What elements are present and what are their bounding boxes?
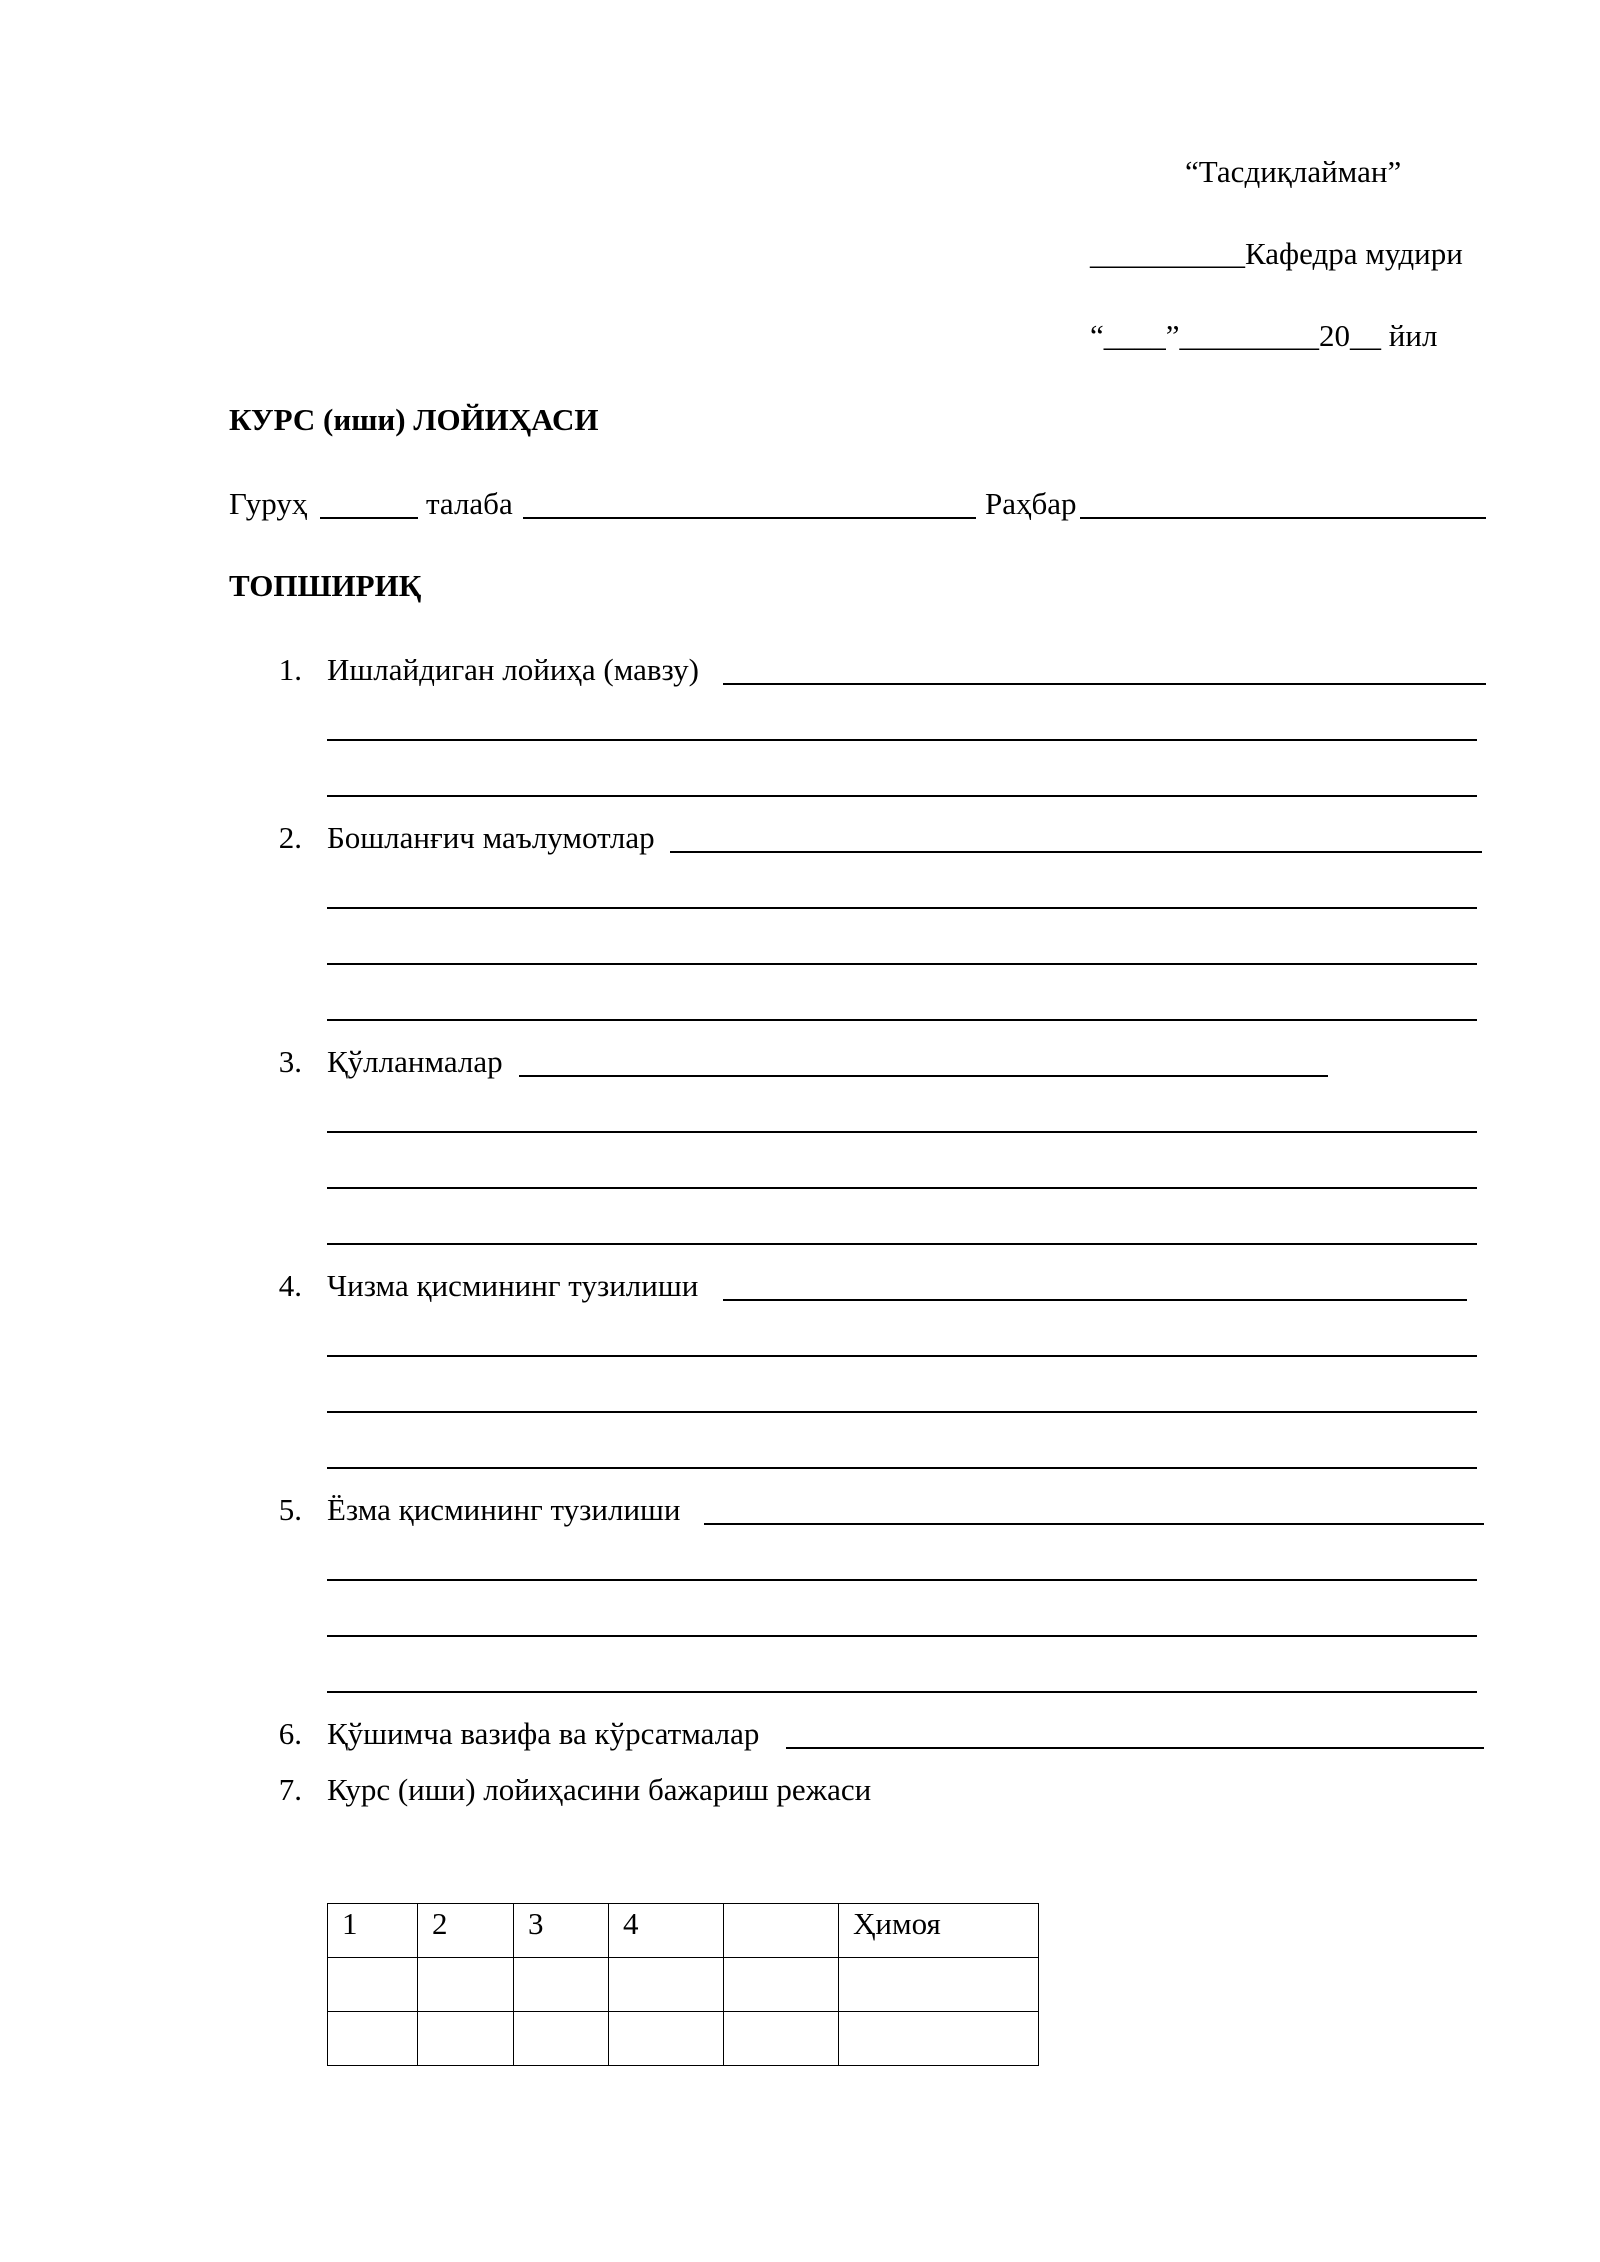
item-5-line-4[interactable] (327, 1691, 1477, 1693)
plan-table-cell[interactable] (724, 1958, 839, 2012)
plan-table-header-cell: 1 (328, 1904, 418, 1958)
signature-blank: __________ (1090, 236, 1245, 271)
student-label: талаба (426, 486, 513, 521)
item-5-line-2[interactable] (327, 1579, 1477, 1581)
item-4-label: Чизма қисмининг тузилиши (327, 1268, 699, 1303)
plan-table-cell[interactable] (839, 1958, 1039, 2012)
item-4-field[interactable] (723, 1299, 1467, 1301)
plan-table-cell[interactable] (839, 2012, 1039, 2066)
date-year-suffix: йил (1381, 318, 1438, 353)
item-2-label: Бошланғич маълумотлар (327, 820, 655, 855)
plan-table-cell[interactable] (418, 1958, 514, 2012)
department-head-label: Кафедра мудири (1245, 236, 1463, 271)
item-5-label: Ёзма қисмининг тузилиши (327, 1492, 681, 1527)
item-3-line-3[interactable] (327, 1187, 1477, 1189)
plan-table (327, 1903, 1039, 2066)
plan-table-cell[interactable] (514, 2012, 609, 2066)
item-2-line-2[interactable] (327, 907, 1477, 909)
plan-table-cell[interactable] (724, 2012, 839, 2066)
item-3-number: 3. (278, 1044, 302, 1079)
student-field[interactable] (523, 517, 976, 519)
plan-table-cell[interactable] (514, 1958, 609, 2012)
item-6-label: Қўшимча вазифа ва кўрсатмалар (327, 1716, 760, 1751)
project-title: КУРС (иши) ЛОЙИҲАСИ (229, 402, 599, 437)
group-field[interactable] (320, 517, 418, 519)
department-head-line (1090, 234, 1463, 274)
item-5-number: 5. (278, 1492, 302, 1527)
item-3-line-4[interactable] (327, 1243, 1477, 1245)
plan-table-header-cell (724, 1904, 839, 1958)
plan-table-header-cell: 3 (514, 1904, 609, 1958)
supervisor-field[interactable] (1080, 517, 1486, 519)
plan-table-header-cell: 2 (418, 1904, 514, 1958)
item-4-line-3[interactable] (327, 1411, 1477, 1413)
supervisor-label: Раҳбар (985, 486, 1077, 521)
item-2-line-4[interactable] (327, 1019, 1477, 1021)
date-year-blank: __ (1350, 318, 1382, 353)
item-5-line-3[interactable] (327, 1635, 1477, 1637)
item-2-number: 2. (278, 820, 302, 855)
item-4-line-2[interactable] (327, 1355, 1477, 1357)
item-1-label: Ишлайдиган лойиҳа (мавзу) (327, 652, 699, 687)
item-7-label: Курс (иши) лойиҳасини бажариш режаси (327, 1772, 872, 1807)
item-3-label: Қўлланмалар (327, 1044, 503, 1079)
plan-table-header-cell: 4 (609, 1904, 724, 1958)
plan-table-row (328, 1958, 1039, 2012)
item-5-field[interactable] (704, 1523, 1484, 1525)
item-2-line-3[interactable] (327, 963, 1477, 965)
item-3-line-2[interactable] (327, 1131, 1477, 1133)
plan-table-row (328, 2012, 1039, 2066)
item-6-number: 6. (278, 1716, 302, 1751)
item-1-line-2[interactable] (327, 739, 1477, 741)
date-month-blank: _________ (1179, 318, 1320, 353)
date-day-blank: ____ (1103, 318, 1166, 353)
plan-table-cell[interactable] (328, 1958, 418, 2012)
group-label: Гуруҳ (229, 486, 308, 521)
approval-title: “Тасдиқлайман” (1185, 154, 1402, 189)
item-1-field[interactable] (723, 683, 1486, 685)
item-4-line-4[interactable] (327, 1467, 1477, 1469)
item-7-number: 7. (278, 1772, 302, 1807)
item-1-line-3[interactable] (327, 795, 1477, 797)
plan-table-header-row (328, 1904, 1039, 1958)
plan-table-header-defense: Ҳимоя (839, 1904, 1039, 1958)
task-heading: ТОПШИРИҚ (229, 568, 422, 603)
date-year: 20 (1319, 318, 1351, 353)
approval-date-line (1090, 316, 1437, 356)
item-2-field[interactable] (670, 851, 1482, 853)
item-4-number: 4. (278, 1268, 302, 1303)
item-1-number: 1. (278, 652, 302, 687)
item-6-field[interactable] (786, 1747, 1484, 1749)
plan-table-cell[interactable] (609, 2012, 724, 2066)
date-close-quote: ” (1165, 318, 1180, 353)
item-3-field[interactable] (519, 1075, 1328, 1077)
plan-table-cell[interactable] (328, 2012, 418, 2066)
plan-table-cell[interactable] (609, 1958, 724, 2012)
plan-table-cell[interactable] (418, 2012, 514, 2066)
date-open-quote: “ (1090, 318, 1104, 353)
